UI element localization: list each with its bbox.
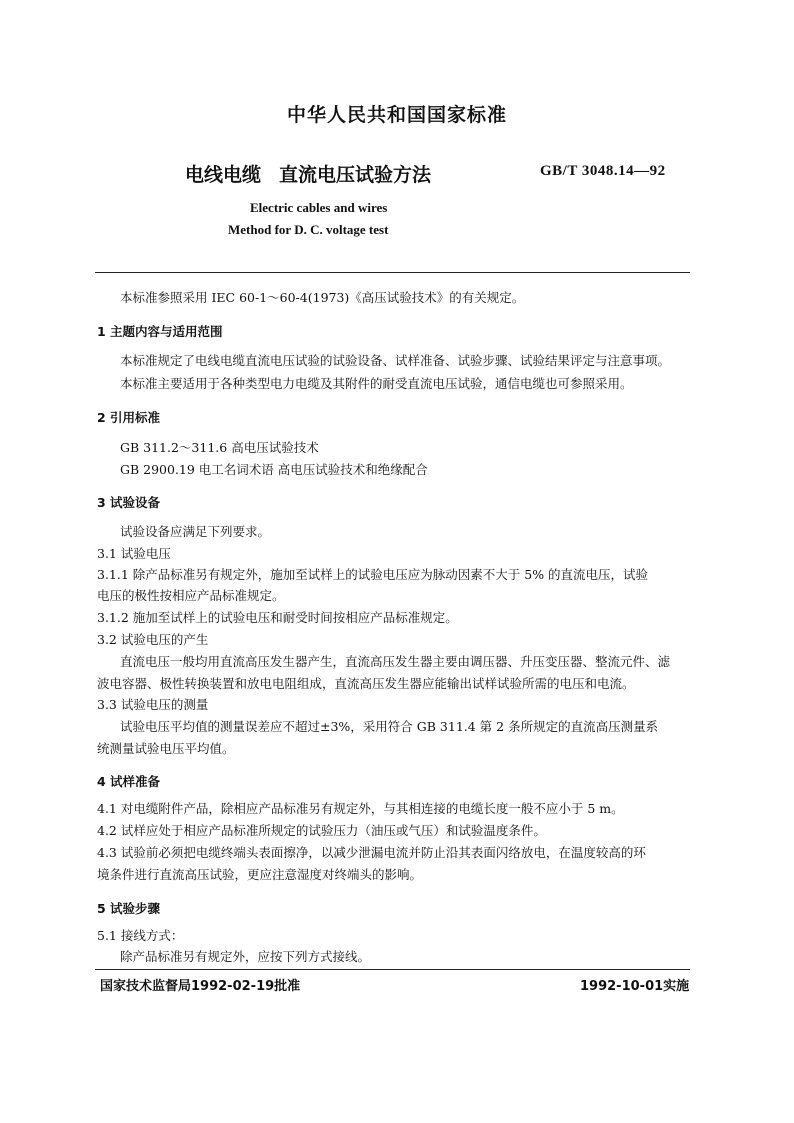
subsection-3-3-line2: 统测量试验电压平均值。 [97,741,235,756]
section-5-heading: 5 试验步骤 [97,901,161,916]
clause-4-3-line2: 境条件进行直流高压试验，更应注意湿度对终端头的影响。 [97,867,423,882]
section-2-heading: 2 引用标准 [97,410,161,425]
clause-4-1: 4.1 对电缆附件产品，除相应产品标准另有规定外，与其相连接的电缆长度一般不应小于 5 m。 [97,801,624,816]
subsection-3-2: 3.2 试验电压的产生 [97,632,209,647]
section-4-heading: 4 试样准备 [97,774,161,789]
subsection-3-1: 3.1 试验电压 [97,546,171,561]
clause-5-1-line1: 除产品标准另有规定外，应按下列方式接线。 [120,949,371,964]
reference-2: GB 2900.19 电工名词术语 高电压试验技术和绝缘配合 [120,462,428,477]
section-3-heading: 3 试验设备 [97,495,161,510]
subsection-3-2-line2: 波电容器、极性转换装置和放电电阻组成，直流高压发生器应能输出试样试验所需的电压和电流。 [97,676,635,691]
clause-3-1-1-line1: 3.1.1 除产品标准另有规定外，施加至试样上的试验电压应为脉动因素不大于 5% 的直流电压，试验 [97,567,649,582]
section-3-intro: 试验设备应满足下列要求。 [120,524,271,539]
english-title-line2: Method for D. C. voltage test [228,222,389,237]
implementation-date: 1992-10-01实施 [580,979,690,994]
section-1-paragraph-1: 本标准规定了电线电缆直流电压试验的试验设备、试样准备、试验步骤、试验结果评定与注意事项。 [120,353,671,368]
subsection-3-3: 3.3 试验电压的测量 [97,697,209,712]
document-title-part2: 直流电压试验方法 [279,164,432,186]
section-1-paragraph-2: 本标准主要适用于各种类型电力电缆及其附件的耐受直流电压试验，通信电缆也可参照采用。 [120,376,633,391]
clause-4-3-line1: 4.3 试验前必须把电缆终端头表面擦净，以减少泄漏电流并防止沿其表面闪络放电，在温度较高的环 [97,845,646,860]
section-1-heading: 1 主题内容与适用范围 [97,324,223,339]
footer-divider [95,969,690,970]
clause-3-1-2: 3.1.2 施加至试样上的试验电压和耐受时间按相应产品标准规定。 [97,610,458,625]
document-title-part1: 电线电缆 [185,164,262,186]
english-title-line1: Electric cables and wires [250,200,388,215]
header-divider [95,272,690,273]
intro-paragraph: 本标准参照采用 IEC 60-1～60-4(1973)《高压试验技术》的有关规定。 [120,290,525,305]
clause-5-1: 5.1 接线方式： [97,928,184,943]
standard-number: GB/T 3048.14—92 [540,163,666,179]
standard-title: 中华人民共和国国家标准 [286,104,507,126]
clause-4-2: 4.2 试样应处于相应产品标准所规定的试验压力（油压或气压）和试验温度条件。 [97,823,546,838]
reference-1: GB 311.2～311.6 高电压试验技术 [120,440,319,455]
clause-3-1-1-line2: 电压的极性按相应产品标准规定。 [97,588,285,603]
subsection-3-2-line1: 直流电压一般均用直流高压发生器产生，直流高压发生器主要由调压器、升压变压器、整流元件、滤 [120,654,671,669]
subsection-3-3-line1: 试验电压平均值的测量误差应不超过±3%，采用符合 GB 311.4 第 2 条所规定的直流高压测量系 [120,719,659,734]
approval-date: 国家技术监督局1992-02-19批准 [100,979,301,994]
document-title [185,160,431,187]
